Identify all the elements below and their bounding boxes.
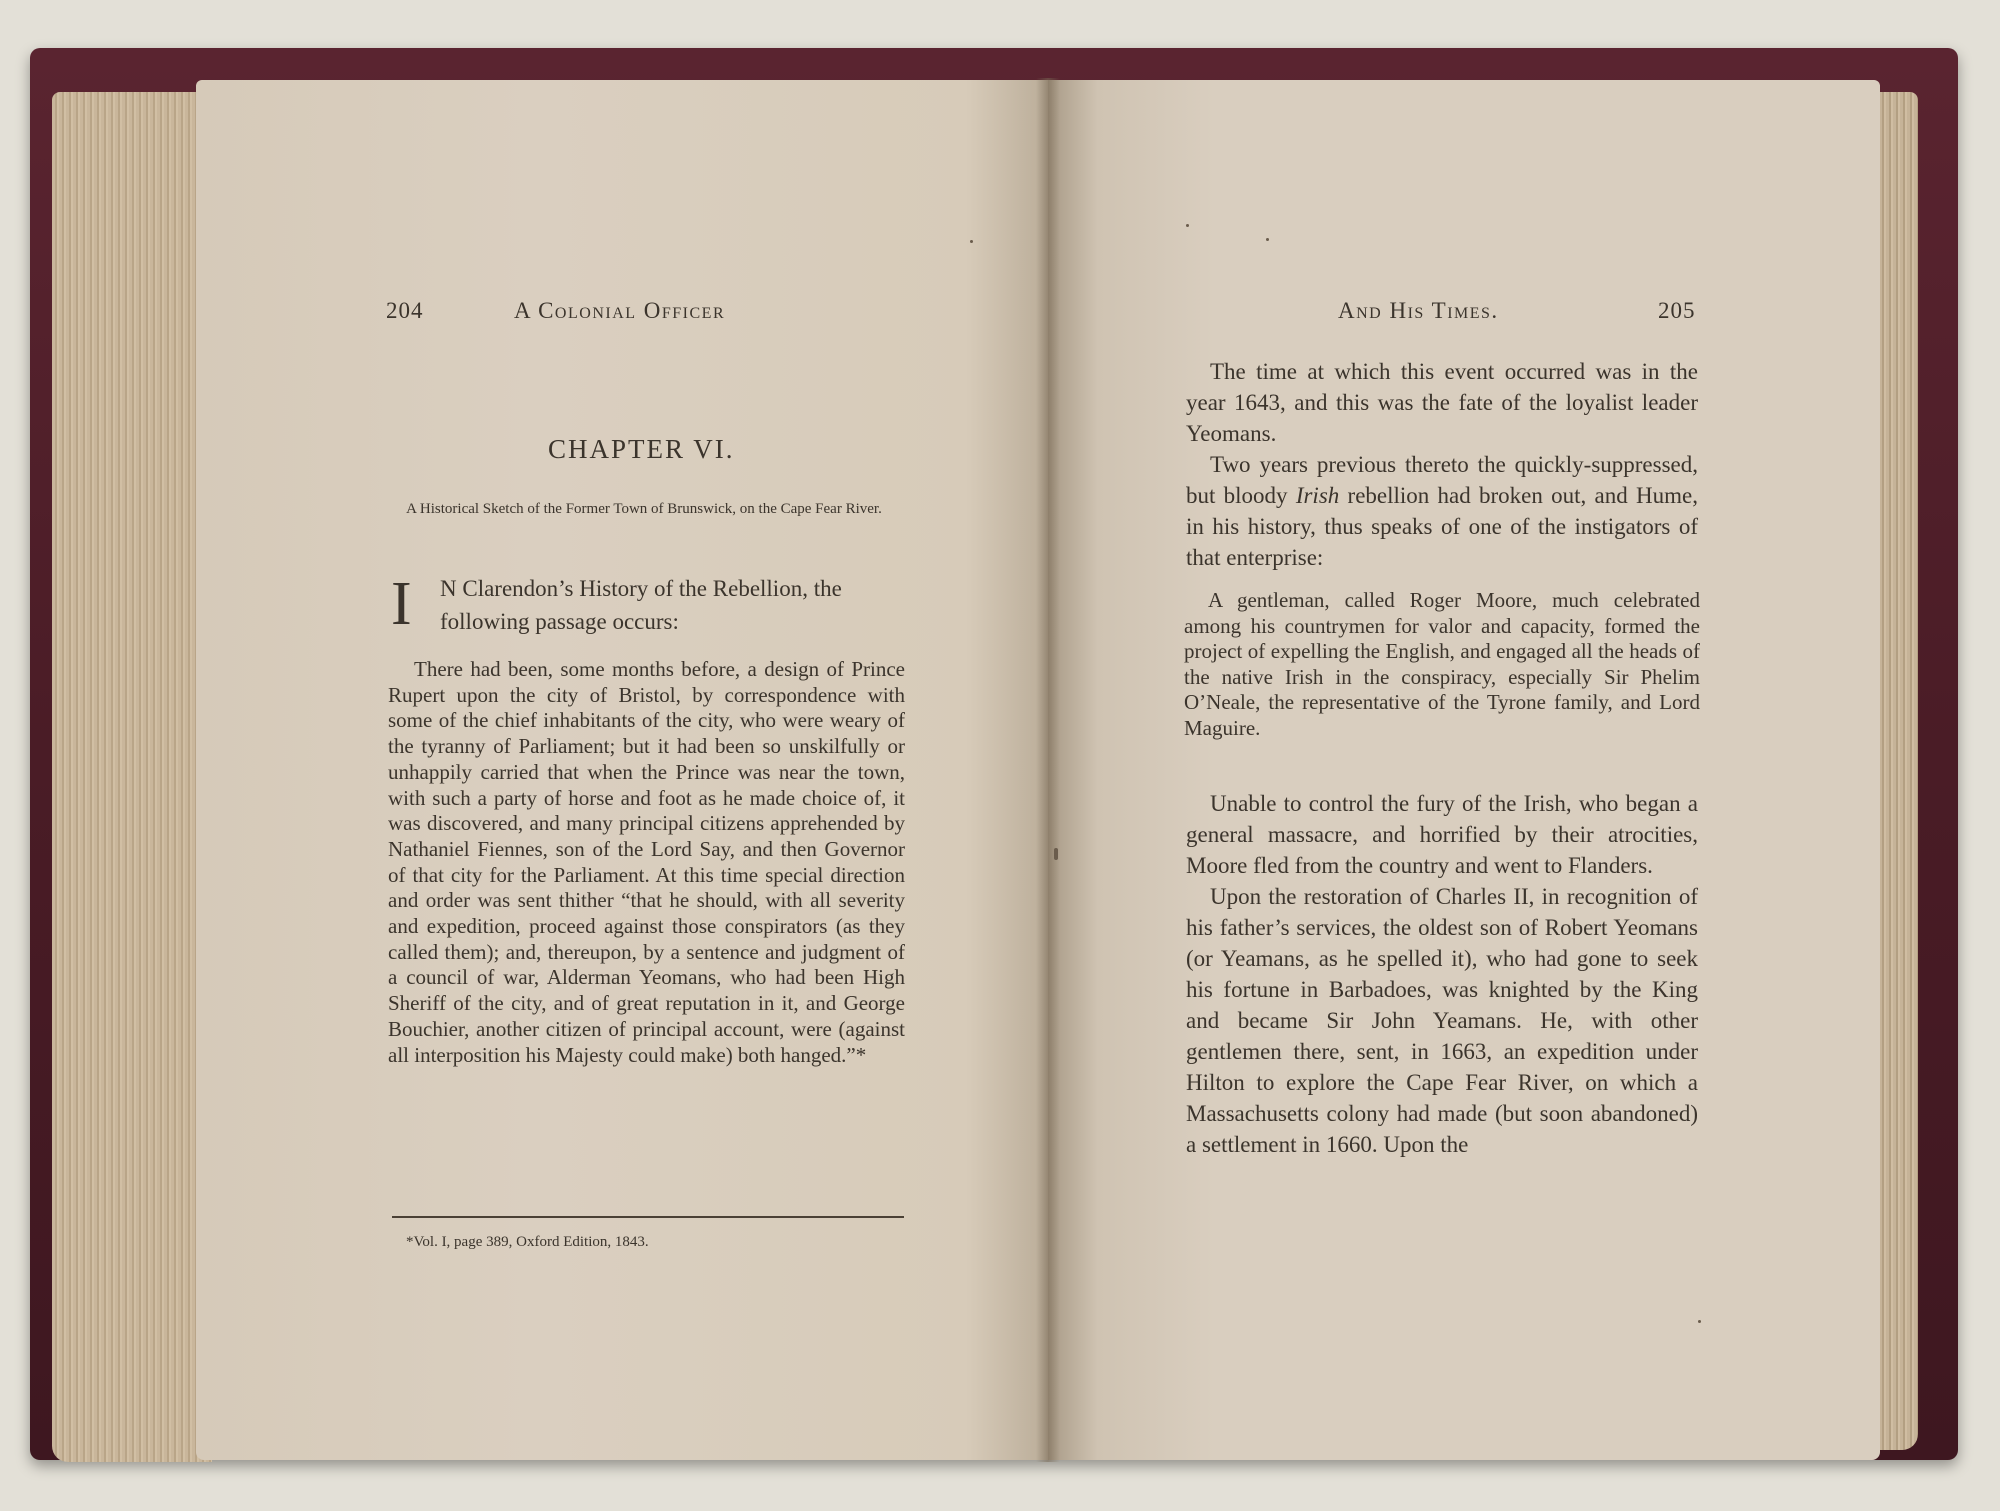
paragraph-4: Upon the restoration of Charles II, in recognition of his father’s services, the oldest son of Robert Yeomans (or Yeamans, as he spelled it), who had gone to seek his fortune in Barbadoes, was knighted by the King and became Sir John Yeamans. He, with other gentlemen there, sent, in 1663, an expedition under Hilton to explore the Cape Fear River, on which a Massachusetts colony had made (but soon abandoned) a settlement in 1660. Upon the bbox=[1186, 884, 1698, 1157]
right-running-head: And His Times. bbox=[1338, 298, 1499, 323]
left-page-number: 204 bbox=[386, 298, 424, 323]
drop-cap: I bbox=[391, 570, 412, 638]
book-gutter bbox=[1036, 78, 1060, 1462]
chapter-subtitle: A Historical Sketch of the Former Town of Brunswick, on the Cape Fear River. bbox=[406, 501, 882, 517]
footnote: *Vol. I, page 389, Oxford Edition, 1843. bbox=[406, 1234, 649, 1250]
footnote-rule bbox=[392, 1216, 904, 1218]
paper-fleck bbox=[1266, 238, 1269, 241]
right-page-number: 205 bbox=[1658, 298, 1696, 323]
paragraph-2 bbox=[1186, 449, 1698, 573]
right-page bbox=[1048, 80, 1880, 1460]
clarendon-quote: There had been, some months before, a design of Prince Rupert upon the city of Bristol, by correspondence with some of the chief inhabitants of the city, who were weary of the tyranny of Parliament; but it had been so unskilfully or unhappily carried that when the Prince was near the town, with such a party of horse and foot as he made choice of, it was discovered, and many principal citizens apprehended by Nathaniel Fiennes, son of the Lord Say, and then Governor of that city for the Parliament. At this time special direction and order was sent thither “that he should, with all severity and expedition, proceed against those conspirators (as they called them); and, thereupon, by a sentence and judgment of a council of war, Alderman Yeomans, who had been High Sheriff of the city, and of great reputation in it, and George Bouchier, another citizen of principal account, were (against all interposition his Majesty could make) both hanged.”* bbox=[388, 657, 905, 1067]
page-edges-left bbox=[52, 92, 212, 1462]
paper-fleck bbox=[1698, 1320, 1701, 1323]
paragraph-2-text-a: Two years previous thereto the quickly-suppressed, but bloody bbox=[1186, 452, 1698, 508]
hume-quote-block bbox=[1184, 588, 1700, 741]
paper-fleck bbox=[1054, 848, 1058, 860]
paragraph-2-italic: Irish bbox=[1295, 483, 1340, 508]
chapter-title: CHAPTER VI. bbox=[548, 434, 735, 464]
paragraph-2-text-b: rebellion had broken out, and Hume, in his history, thus speaks of one of the instigators of that enterprise: bbox=[1186, 483, 1698, 570]
paper-fleck bbox=[970, 240, 973, 243]
paragraph-3: Unable to control the fury of the Irish, who began a general massacre, and horrified by their atrocities, Moore fled from the country and went to Flanders. bbox=[1186, 791, 1698, 878]
right-body-bottom bbox=[1186, 788, 1698, 1160]
intro-paragraph: N Clarendon’s History of the Rebellion, the following passage occurs: bbox=[440, 576, 842, 634]
paper-fleck bbox=[1186, 224, 1189, 227]
left-running-head: A Colonial Officer bbox=[514, 298, 726, 323]
hume-quote: A gentleman, called Roger Moore, much celebrated among his countrymen for valor and capacity, formed the project of expelling the English, and engaged all the heads of the native Irish in the conspiracy, especially Sir Phelim O’Neale, the representative of the Tyrone family, and Lord Maguire. bbox=[1184, 588, 1700, 740]
right-body-top bbox=[1186, 356, 1698, 573]
paragraph-1: The time at which this event occurred was in the year 1643, and this was the fate of the loyalist leader Yeomans. bbox=[1186, 359, 1698, 446]
